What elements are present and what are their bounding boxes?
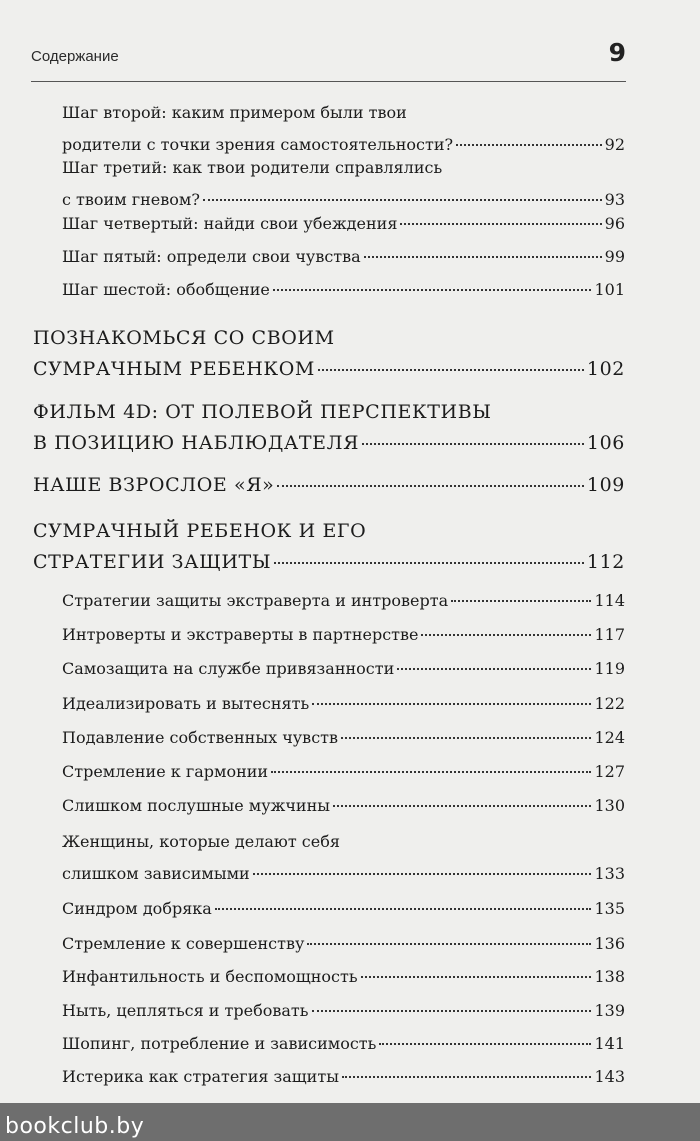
dot-leader (341, 737, 591, 739)
toc-page-number: 143 (594, 1067, 625, 1086)
toc-page-number: 102 (586, 358, 625, 380)
dot-leader (312, 703, 591, 705)
toc-entry (62, 241, 625, 273)
toc-entry-last-line (62, 722, 625, 754)
dot-leader (253, 873, 592, 875)
section-title: Содержание (31, 48, 119, 65)
toc-entry (33, 397, 625, 459)
toc-page-number: 106 (586, 432, 625, 454)
toc-entry-title: Стремление к совершенству (62, 934, 305, 953)
toc-page-number: 112 (586, 551, 625, 573)
dot-leader (400, 223, 601, 225)
toc-entry-title: Шаг четвертый: найди свои убеждения (62, 214, 398, 233)
dot-leader (421, 634, 591, 636)
toc-entry (62, 722, 625, 754)
toc-entry-last-line (62, 790, 625, 822)
toc-page-number: 101 (594, 280, 625, 299)
toc-page-number: 93 (604, 190, 625, 209)
toc-entry-last-line (62, 653, 625, 685)
toc-entry-title: Идеализировать и вытеснять (62, 694, 310, 713)
dot-leader (342, 1076, 592, 1078)
dot-leader (271, 771, 591, 773)
toc-entry-title: НАШЕ ВЗРОСЛОЕ «Я» (33, 474, 275, 496)
toc-page-number: 138 (594, 967, 625, 986)
toc-page-number: 135 (594, 899, 625, 918)
toc-entry-last-line (62, 893, 625, 925)
toc-entry-title: Шопинг, потребление и зависимость (62, 1034, 377, 1053)
dot-leader (277, 485, 584, 487)
toc-entry (62, 961, 625, 993)
dot-leader (361, 976, 592, 978)
toc-entry-last-line (62, 619, 625, 651)
toc-entry-last-line (62, 274, 625, 306)
toc-page-number: 99 (604, 247, 625, 266)
toc-entry-last-line (33, 354, 625, 385)
toc-entry-last-line (62, 756, 625, 788)
toc-entry-last-line (33, 470, 625, 501)
toc-entry-line: Женщины, которые делают себя (62, 832, 340, 851)
toc-entry-title: с твоим гневом? (62, 190, 200, 209)
toc-entry-title: слишком зависимыми (62, 864, 250, 883)
toc-entry-line: Шаг третий: как твои родители справлялись (62, 158, 443, 177)
toc-entry-last-line (62, 688, 625, 720)
dot-leader (451, 600, 591, 602)
dot-leader (318, 369, 584, 371)
toc-entry-title: Истерика как стратегия защиты (62, 1067, 339, 1086)
toc-page-number: 133 (594, 864, 625, 883)
dot-leader (274, 562, 584, 564)
toc-entry-title: Слишком послушные мужчины (62, 796, 330, 815)
toc-entry-last-line (62, 1028, 625, 1060)
site-watermark: bookclub.by (5, 1114, 145, 1139)
toc-entry-last-line (33, 547, 625, 578)
dot-leader (215, 908, 592, 910)
toc-entry-line: ФИЛЬМ 4D: ОТ ПОЛЕВОЙ ПЕРСПЕКТИВЫ (33, 401, 492, 423)
toc-entry (62, 585, 625, 617)
toc-entry-title: СУМРАЧНЫМ РЕБЕНКОМ (33, 358, 315, 380)
toc-entry-title: Интроверты и экстраверты в партнерстве (62, 625, 419, 644)
toc-entry-last-line (62, 858, 625, 890)
dot-leader (362, 443, 584, 445)
page-number: 9 (608, 38, 626, 67)
toc-entry-last-line (62, 585, 625, 617)
toc-entry (62, 756, 625, 788)
toc-entry (62, 1028, 625, 1060)
toc-entry (33, 470, 625, 501)
toc-page-number: 136 (594, 934, 625, 953)
toc-entry (62, 893, 625, 925)
toc-entry-last-line (62, 928, 625, 960)
toc-page-number: 130 (594, 796, 625, 815)
toc-entry-title: Ныть, цепляться и требовать (62, 1001, 309, 1020)
dot-leader (456, 144, 602, 146)
toc-entry (62, 274, 625, 306)
watermark-bar (0, 1103, 700, 1141)
toc-entry-last-line (33, 428, 625, 459)
toc-entry (62, 208, 625, 240)
dot-leader (364, 256, 602, 258)
toc-page-number: 92 (604, 135, 625, 154)
toc-page-number: 109 (586, 474, 625, 496)
page-header (31, 38, 626, 78)
toc-entry (33, 516, 625, 578)
toc-entry-title: Синдром добряка (62, 899, 212, 918)
toc-entry-title: В ПОЗИЦИЮ НАБЛЮДАТЕЛЯ (33, 432, 360, 454)
toc-page-number: 124 (594, 728, 625, 747)
toc-entry-title: Шаг шестой: обобщение (62, 280, 270, 299)
dot-leader (312, 1010, 592, 1012)
toc-page-number: 96 (604, 214, 625, 233)
toc-entry-title: Подавление собственных чувств (62, 728, 339, 747)
dot-leader (203, 199, 602, 201)
toc-page-number: 139 (594, 1001, 625, 1020)
toc-entry-title: СТРАТЕГИИ ЗАЩИТЫ (33, 551, 272, 573)
dot-leader (333, 805, 591, 807)
header-rule (31, 81, 626, 82)
toc-entry (62, 928, 625, 960)
toc-entry-line: ПОЗНАКОМЬСЯ СО СВОИМ (33, 327, 335, 349)
dot-leader (379, 1043, 591, 1045)
toc-entry (62, 995, 625, 1027)
toc-entry-last-line (62, 961, 625, 993)
toc-page-number: 119 (594, 659, 625, 678)
toc-entry (62, 790, 625, 822)
toc-page-number: 114 (594, 591, 625, 610)
toc-entry (62, 826, 625, 890)
toc-entry (62, 152, 625, 216)
toc-entry (62, 653, 625, 685)
toc-page-number: 127 (594, 762, 625, 781)
toc-entry-last-line (62, 208, 625, 240)
toc-entry-title: Самозащита на службе привязанности (62, 659, 395, 678)
toc-entry-title: родители с точки зрения самостоятельности? (62, 135, 454, 154)
toc-entry-last-line (62, 995, 625, 1027)
toc-entry-title: Шаг пятый: определи свои чувства (62, 247, 361, 266)
toc-entry (62, 688, 625, 720)
dot-leader (307, 943, 591, 945)
dot-leader (273, 289, 592, 291)
toc-entry-title: Стратегии защиты экстраверта и интроверта (62, 591, 449, 610)
toc-page-number: 117 (594, 625, 625, 644)
toc-page-number: 122 (594, 694, 625, 713)
toc-entry-title: Инфантильность и беспомощность (62, 967, 358, 986)
toc-entry (62, 1061, 625, 1093)
toc-page-number: 141 (594, 1034, 625, 1053)
toc-entry (33, 323, 625, 385)
toc-entry-title: Стремление к гармонии (62, 762, 269, 781)
toc-entry (62, 619, 625, 651)
toc-entry-line: СУМРАЧНЫЙ РЕБЕНОК И ЕГО (33, 520, 367, 542)
dot-leader (397, 668, 591, 670)
toc-entry-last-line (62, 1061, 625, 1093)
toc-entry-last-line (62, 241, 625, 273)
toc-entry-line: Шаг второй: каким примером были твои (62, 103, 407, 122)
